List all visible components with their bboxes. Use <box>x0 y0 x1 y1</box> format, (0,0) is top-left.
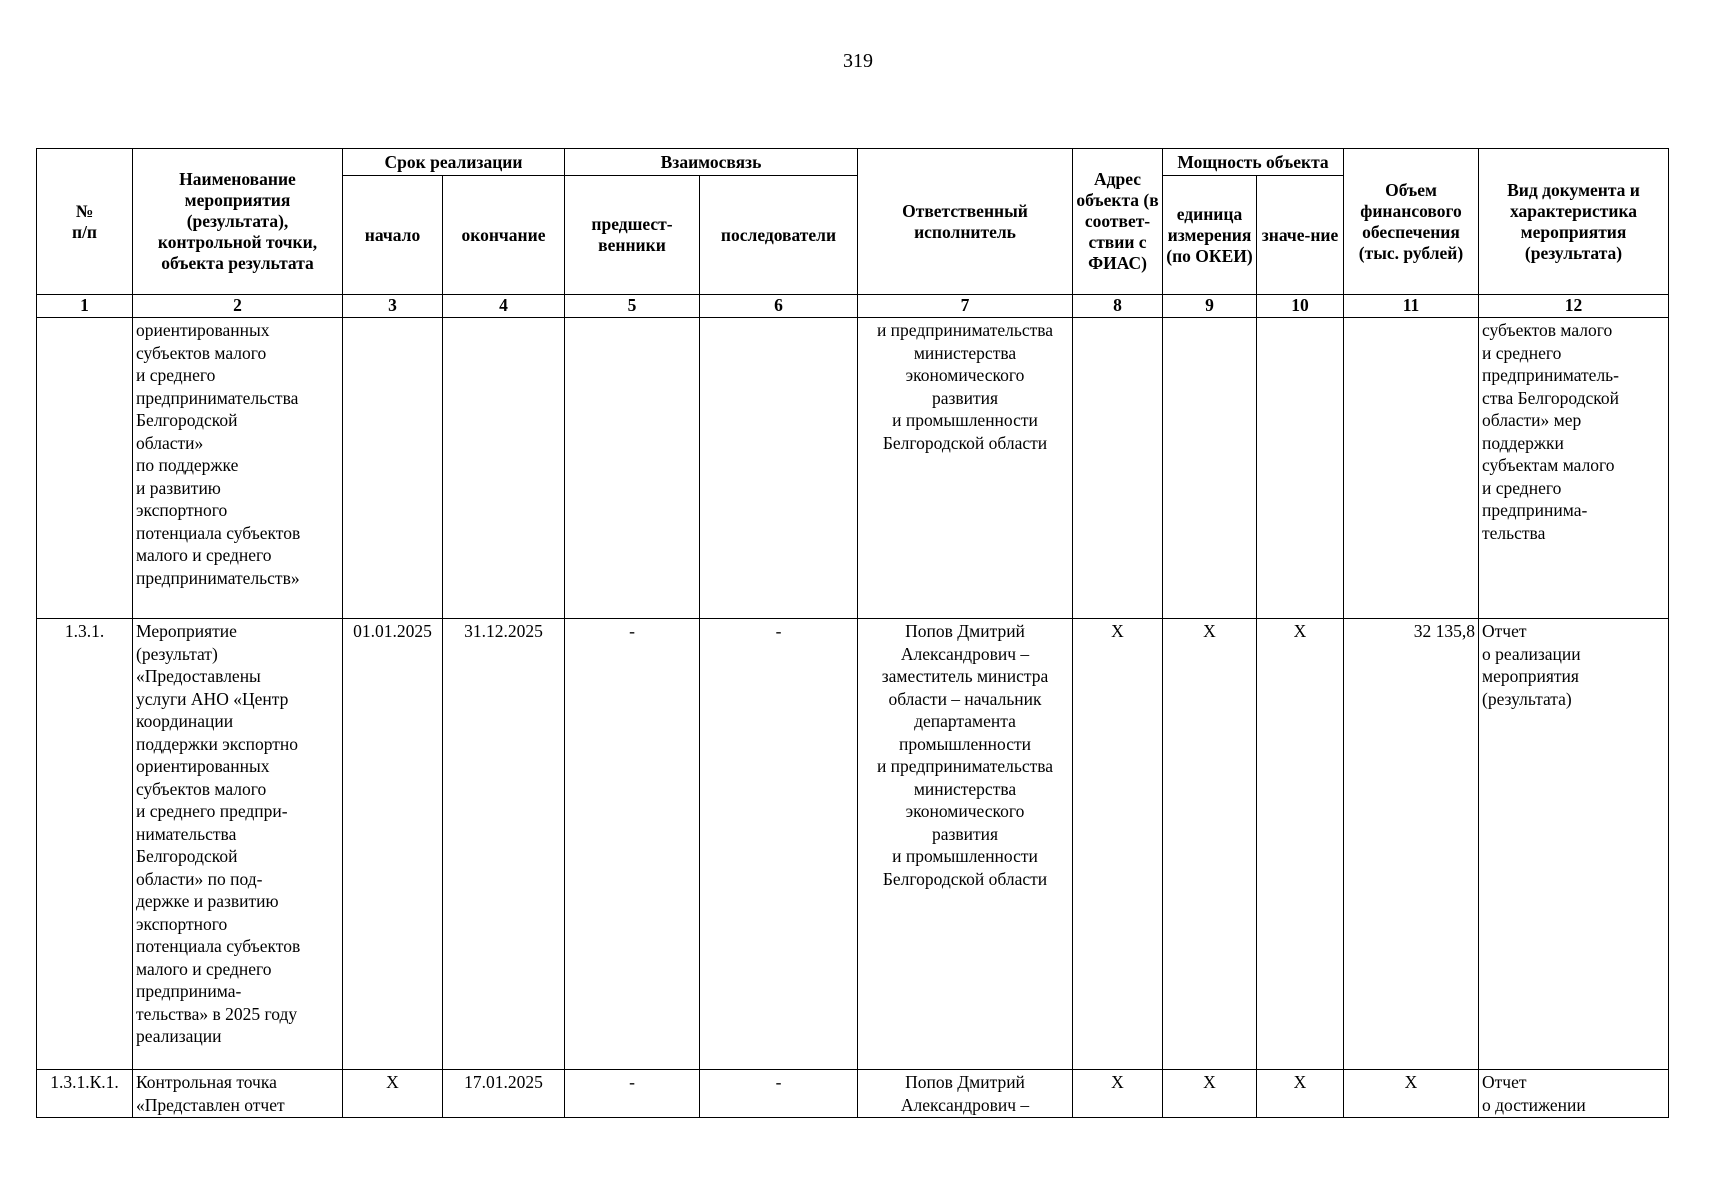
table-header-row <box>37 149 1669 176</box>
cell-address: Х <box>1073 619 1163 1070</box>
cell-finance <box>1344 318 1479 619</box>
cell-executor: Попов Дмитрий Александрович – <box>858 1070 1073 1118</box>
cell-predecessors <box>565 318 700 619</box>
header-term: Срок реализации <box>343 149 565 176</box>
cell-name: ориентированных субъектов малого и среднего предпринимательства Белгородской области» по поддержке и развитию экспортного потенциала субъектов малого и среднего предпринимательств» <box>133 318 343 619</box>
header-predecessors: предшест-венники <box>565 176 700 295</box>
header-document: Вид документа и характеристика мероприятия (результата) <box>1479 149 1669 295</box>
header-value: значе-ние <box>1257 176 1344 295</box>
cell-address: Х <box>1073 1070 1163 1118</box>
page-number: 319 <box>843 50 873 72</box>
header-capacity: Мощность объекта <box>1163 149 1344 176</box>
cell-no <box>37 318 133 619</box>
header-end: окончание <box>443 176 565 295</box>
cell-executor: Попов Дмитрий Александрович – заместитель министра области – начальник департамента промышленности и предпринимательства министерства экономического развития и промышленности Белгородской области <box>858 619 1073 1070</box>
cell-name: Мероприятие (результат) «Предоставлены услуги АНО «Центр координации поддержки экспортно ориентированных субъектов малого и среднего предпри- нимательства Белгородской области» по под- держке и развитию экспортного потенциала субъектов малого и среднего предпринима- тельства» в 2025 году реализации <box>133 619 343 1070</box>
cell-finance: 32 135,8 <box>1344 619 1479 1070</box>
cell-finance: Х <box>1344 1070 1479 1118</box>
header-no: № п/п <box>37 149 133 295</box>
column-number: 8 <box>1073 295 1163 318</box>
cell-name: Контрольная точка «Представлен отчет <box>133 1070 343 1118</box>
cell-unit: Х <box>1163 1070 1257 1118</box>
column-number: 9 <box>1163 295 1257 318</box>
cell-value: Х <box>1257 1070 1344 1118</box>
column-number: 11 <box>1344 295 1479 318</box>
column-number: 7 <box>858 295 1073 318</box>
table-row <box>37 318 1669 619</box>
cell-no: 1.3.1.К.1. <box>37 1070 133 1118</box>
cell-executor: и предпринимательства министерства экономического развития и промышленности Белгородской области <box>858 318 1073 619</box>
header-unit: единица измерения (по ОКЕИ) <box>1163 176 1257 295</box>
cell-start: Х <box>343 1070 443 1118</box>
header-successors: последователи <box>700 176 858 295</box>
cell-successors: - <box>700 619 858 1070</box>
cell-successors <box>700 318 858 619</box>
cell-document: Отчет о достижении <box>1479 1070 1669 1118</box>
header-start: начало <box>343 176 443 295</box>
column-number: 2 <box>133 295 343 318</box>
table-row <box>37 619 1669 1070</box>
column-number: 4 <box>443 295 565 318</box>
header-name: Наименование мероприятия (результата), контрольной точки, объекта результата <box>133 149 343 295</box>
cell-no: 1.3.1. <box>37 619 133 1070</box>
cell-unit: Х <box>1163 619 1257 1070</box>
cell-start <box>343 318 443 619</box>
table-row <box>37 1070 1669 1118</box>
cell-predecessors: - <box>565 1070 700 1118</box>
column-number: 10 <box>1257 295 1344 318</box>
header-executor: Ответственный исполнитель <box>858 149 1073 295</box>
cell-unit <box>1163 318 1257 619</box>
column-number: 12 <box>1479 295 1669 318</box>
cell-end: 17.01.2025 <box>443 1070 565 1118</box>
column-number: 1 <box>37 295 133 318</box>
cell-value <box>1257 318 1344 619</box>
header-address: Адрес объекта (в соответ-ствии с ФИАС) <box>1073 149 1163 295</box>
header-finance: Объем финансового обеспечения (тыс. рублей) <box>1344 149 1479 295</box>
header-link: Взаимосвязь <box>565 149 858 176</box>
column-number: 3 <box>343 295 443 318</box>
column-number: 6 <box>700 295 858 318</box>
cell-document: субъектов малого и среднего предприниматель- ства Белгородской области» мер поддержки субъектам малого и среднего предпринима- тельства <box>1479 318 1669 619</box>
cell-address <box>1073 318 1163 619</box>
cell-document: Отчет о реализации мероприятия (результата) <box>1479 619 1669 1070</box>
cell-value: Х <box>1257 619 1344 1070</box>
plan-table <box>36 148 1669 1118</box>
cell-predecessors: - <box>565 619 700 1070</box>
cell-start: 01.01.2025 <box>343 619 443 1070</box>
column-number: 5 <box>565 295 700 318</box>
column-number-row <box>37 295 1669 318</box>
cell-end: 31.12.2025 <box>443 619 565 1070</box>
cell-successors: - <box>700 1070 858 1118</box>
cell-end <box>443 318 565 619</box>
